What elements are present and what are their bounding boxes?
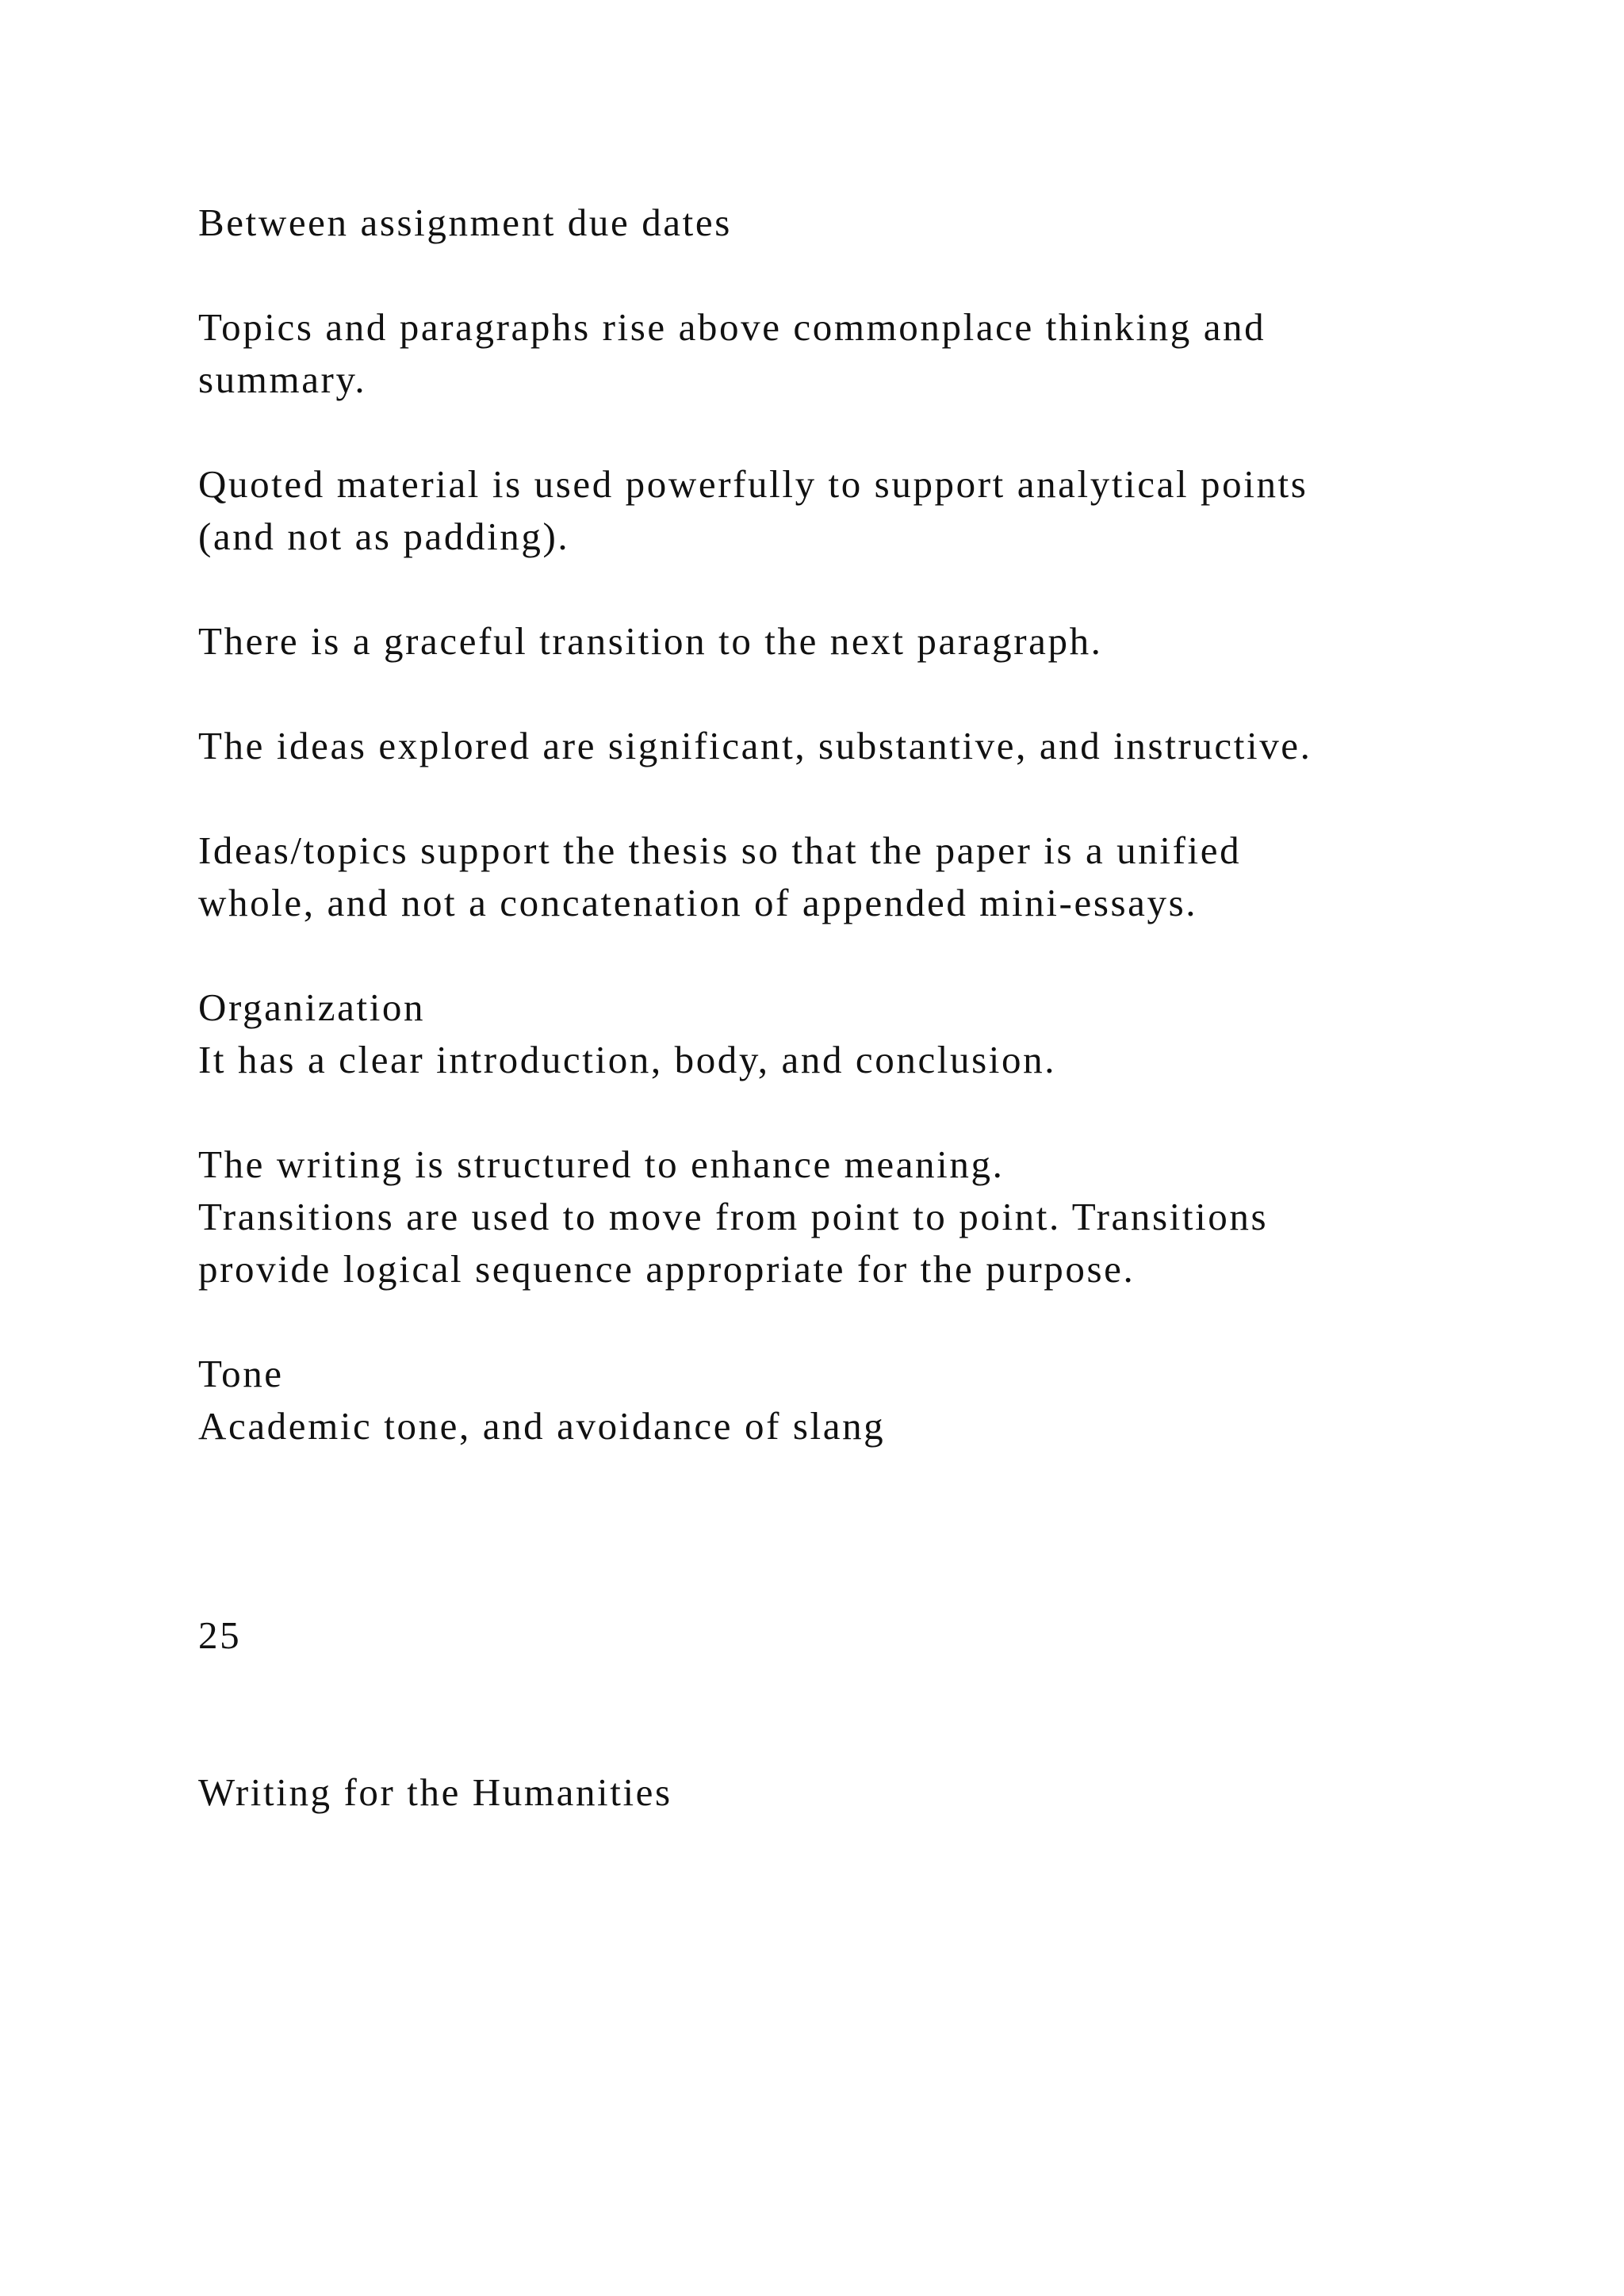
footer-title: Writing for the Humanities [198,1770,672,1814]
page-number: 25 [198,1613,242,1657]
text-line: summary. [198,358,367,401]
text-line: Ideas/topics support the thesis so that the paper is a unified [198,828,1242,872]
text-line: The ideas explored are significant, substantive, and instructive. [198,724,1312,767]
section-heading-tone: Tone [198,1352,284,1395]
text-line: Quoted material is used powerfully to support analytical points [198,462,1308,506]
text-line: It has a clear introduction, body, and conclusion. [198,1038,1057,1081]
section-heading-organization: Organization [198,985,426,1029]
text-line: Between assignment due dates [198,201,732,244]
text-line: Transitions are used to move from point to point. Transitions [198,1195,1269,1238]
text-line: There is a graceful transition to the next paragraph. [198,619,1103,663]
text-line: whole, and not a concatenation of appended mini-essays. [198,881,1198,924]
text-line: (and not as padding). [198,515,570,558]
text-line: Topics and paragraphs rise above commonplace thinking and [198,305,1266,349]
text-line: provide logical sequence appropriate for the purpose. [198,1247,1136,1291]
text-line: Academic tone, and avoidance of slang [198,1404,886,1448]
text-line: The writing is structured to enhance meaning. [198,1142,1005,1186]
